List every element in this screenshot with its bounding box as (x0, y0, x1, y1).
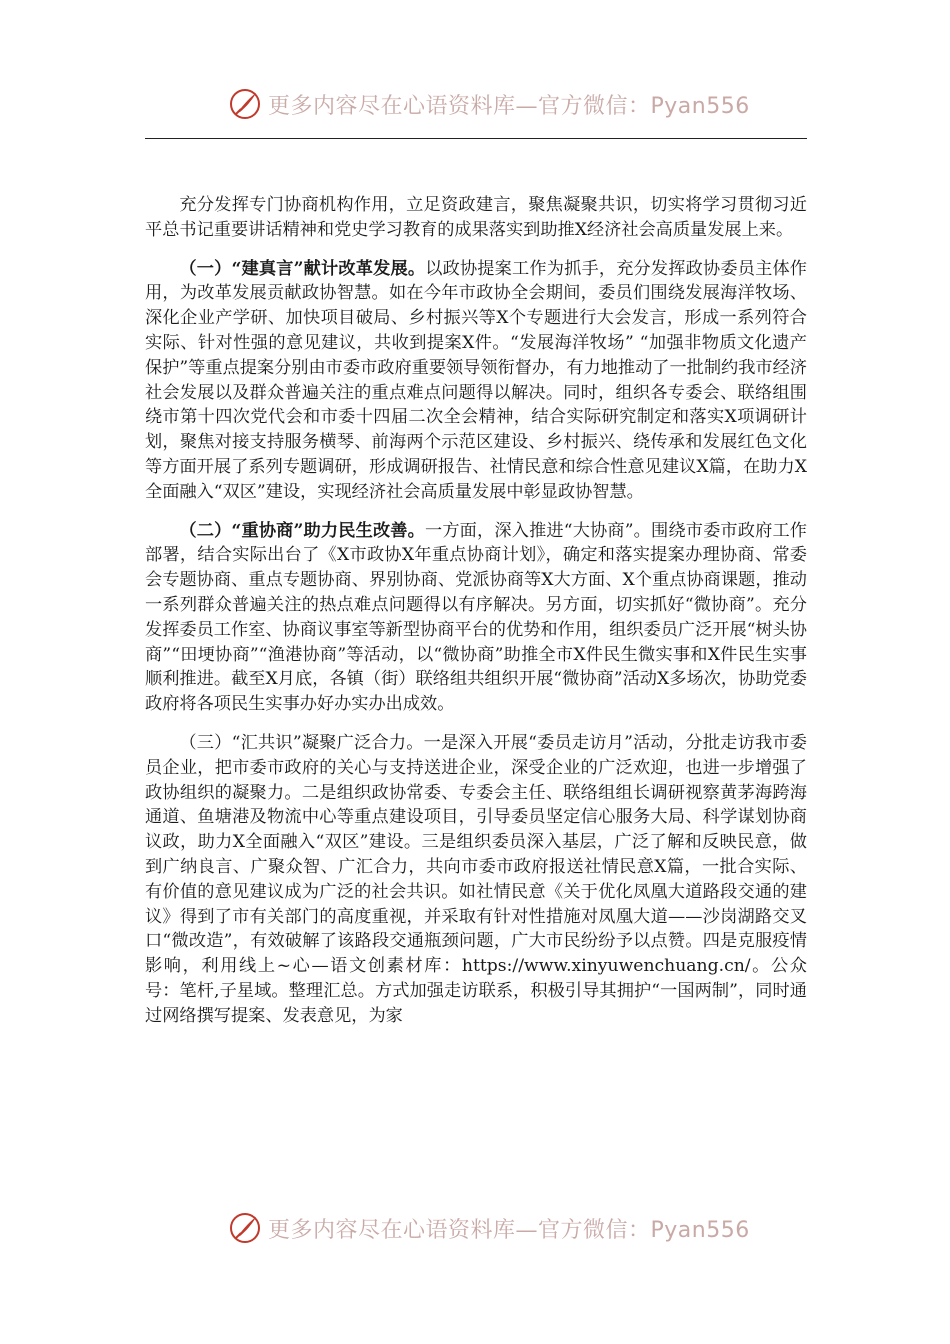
document-body (145, 193, 807, 1043)
section-heading: （一）“建真言”献计改革发展。 (179, 258, 426, 279)
quill-logo-icon (228, 87, 262, 121)
wechat-id: Pyan556 (650, 1217, 750, 1243)
footer-banner (0, 1208, 950, 1248)
quill-logo-icon (228, 1211, 262, 1245)
paragraph-section-2: （二）“重协商”助力民生改善。一方面，深入推进“大协商”。围绕市委市政府工作部署，结合实际出台了《X市政协X年重点协商计划》，确定和落实提案办理协商、常委会专题协商、重点专题协商、界别协商、党派协商等X大方面、X个重点协商课题，推动一系列群众普遍关注的热点难点问题得以有序解决。另方面，切实抓好“微协商”。充分发挥委员工作室、协商议事室等新型协商平台的优势和作用，组织委员广泛开展“树头协商”“田埂协商”“渔港协商”等活动，以“微协商”助推全市X件民生微实事和X件民生实事顺利推进。截至X月底，各镇（街）联络组共组织开展“微协商”活动X多场次，协助党委政府将各项民生实事办好办实办出成效。 (145, 520, 807, 715)
header-rule (145, 138, 807, 139)
section-heading: （二）“重协商”助力民生改善。 (179, 520, 425, 541)
banner-text: 更多内容尽在心语资料库—官方微信：Pyan556 (268, 93, 750, 119)
paragraph-intro: 充分发挥专门协商机构作用，立足资政建言，聚焦凝聚共识，切实将学习贯彻习近平总书记重要讲话精神和党史学习教育的成果落实到助推X经济社会高质量发展上来。 (145, 195, 807, 240)
header-banner (0, 84, 950, 124)
wechat-id: Pyan556 (650, 93, 750, 119)
paragraph-section-1: （一）“建真言”献计改革发展。以政协提案工作为抓手，充分发挥政协委员主体作用，为改革发展贡献政协智慧。如在今年市政协全会期间，委员们围绕发展海洋牧场、深化企业产学研、加快项目破局、乡村振兴等X个专题进行大会发言，形成一系列符合实际、针对性强的意见建议，共收到提案X件。“发展海洋牧场” “加强非物质文化遗产保护”等重点提案分别由市委市政府重要领导领衔督办，有力地推动了一批制约我市经济社会发展以及群众普遍关注的重点难点问题得以解决。同时，组织各专委会、联络组围绕市第十四次党代会和市委十四届二次全会精神，结合实际研究制定和落实X项调研计划，聚焦对接支持服务横琴、前海两个示范区建设、乡村振兴、绕传承和发展红色文化等方面开展了系列专题调研，形成调研报告、社情民意和综合性意见建议X篇，在助力X全面融入“双区”建设，实现经济社会高质量发展中彰显政协智慧。 (145, 258, 807, 502)
paragraph-section-3: （三）“汇共识”凝聚广泛合力。一是深入开展“委员走访月”活动，分批走访我市委员企业，把市委市政府的关心与支持送进企业，深受企业的广泛欢迎，也进一步增强了政协组织的凝聚力。二是组织政协常委、专委会主任、联络组组长调研视察黄茅海跨海通道、鱼塘港及物流中心等重点建设项目，引导委员坚定信心服务大局、科学谋划协商议政，助力X全面融入“双区”建设。三是组织委员深入基层，广泛了解和反映民意，做到广纳良言、广聚众智、广汇合力，共向市委市政府报送社情民意X篇，一批合实际、有价值的意见建议成为广泛的社会共识。如社情民意《关于优化凤凰大道路段交通的建议》得到了市有关部门的高度重视，并采取有针对性措施对凤凰大道——沙岗湖路交叉口“微改造”，有效破解了该路段交通瓶颈问题，广大市民纷纷予以点赞。四是克服疫情影响，利用线上~心—语文创素材库：https://www.xinyuwenchuang.cn/。公众号：笔杆,子星域。整理汇总。方式加强走访联系，积极引导其拥护“一国两制”，同时通过网络撰写提案、发表意见，为家 (145, 732, 807, 1026)
banner-text: 更多内容尽在心语资料库—官方微信：Pyan556 (268, 1217, 750, 1243)
